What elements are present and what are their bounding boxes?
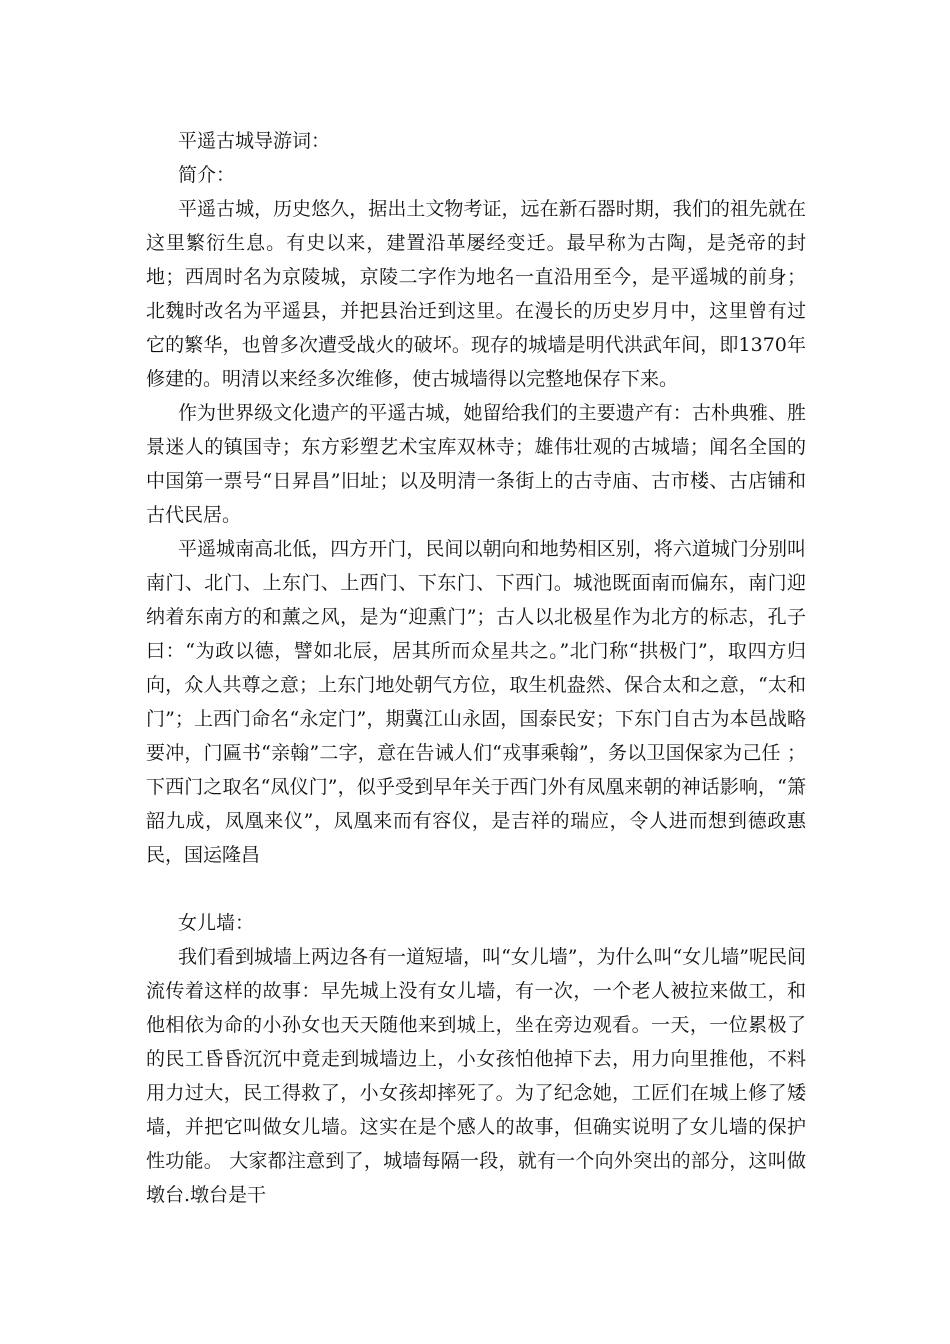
section-spacer: [146, 872, 806, 906]
paragraph-parapet-story: 我们看到城墙上两边各有一道短墙，叫“女儿墙”，为什么叫“女儿墙”呢民间流传着这样的故事：早先城上没有女儿墙，有一次，一个老人被拉来做工，和他相依为命的小孙女也天天随他来到城上，坐在旁边观看。一天，一位累极了的民工昏昏沉沉中竟走到城墙边上，小女孩怕他掉下去，用力向里推他，不料用力过大，民工得救了，小女孩却摔死了。为了纪念她，工匠们在城上修了矮墙，并把它叫做女儿墙。这实在是个感人的故事，但确实说明了女儿墙的保护性功能。 大家都注意到了，城墙每隔一段，就有一个向外突出的部分，这叫做墩台.墩台是干: [146, 946, 806, 1206]
paragraph-city-gates: 平遥城南高北低，四方开门，民间以朝向和地势相区别，将六道城门分别叫南门、北门、上东门、上西门、下东门、下西门。城池既面南而偏东，南门迎纳着东南方的和薰之风，是为“迎熏门”；古人以北极星作为北方的标志，孔子曰：“为政以德，譬如北辰，居其所而众星共之。”北门称“拱极门”，取四方归向，众人共尊之意；上东门地处朝气方位，取生机盎然、保合太和之意，“太和门”；上西门命名“永定门”，期冀江山永固，国泰民安；下东门自古为本邑战略要冲，门匾书“亲翰”二字，意在告诫人们“戎事乘翰”，务以卫国保家为己任 ；下西门之取名“凤仪门”，似乎受到早年关于西门外有凤凰来朝的神话影响，“箫韶九成，凤凰来仪”，凤凰来而有容仪，是吉祥的瑞应，令人进而想到德政惠民，国运隆昌: [146, 538, 806, 866]
document-title: 平遥古城导游词：: [178, 130, 331, 152]
paragraph-heritage: 作为世界级文化遗产的平遥古城，她留给我们的主要遗产有：古朴典雅、胜景迷人的镇国寺；东方彩塑艺术宝库双林寺；雄伟壮观的古城墙；闻名全国的中国第一票号“日昇昌”旧址；以及明清一条街上的古寺庙、古市楼、古店铺和古代民居。: [146, 402, 806, 526]
section-heading-intro: 简介：: [178, 164, 236, 186]
paragraph-history: 平遥古城，历史悠久，据出土文物考证，远在新石器时期，我们的祖先就在这里繁衍生息。有史以来，建置沿革屡经变迁。最早称为古陶，是尧帝的封地；西周时名为京陵城，京陵二字作为地名一直沿用至今，是平遥城的前身；北魏时改名为平遥县，并把县治迁到这里。在漫长的历史岁月中，这里曾有过它的繁华，也曾多次遭受战火的破坏。现存的城墙是明代洪武年间，即1370年修建的。明清以来经多次维修，使古城墙得以完整地保存下来。: [146, 198, 806, 390]
section-heading-parapet: 女儿墙：: [178, 912, 255, 934]
document-page: [146, 124, 806, 1212]
